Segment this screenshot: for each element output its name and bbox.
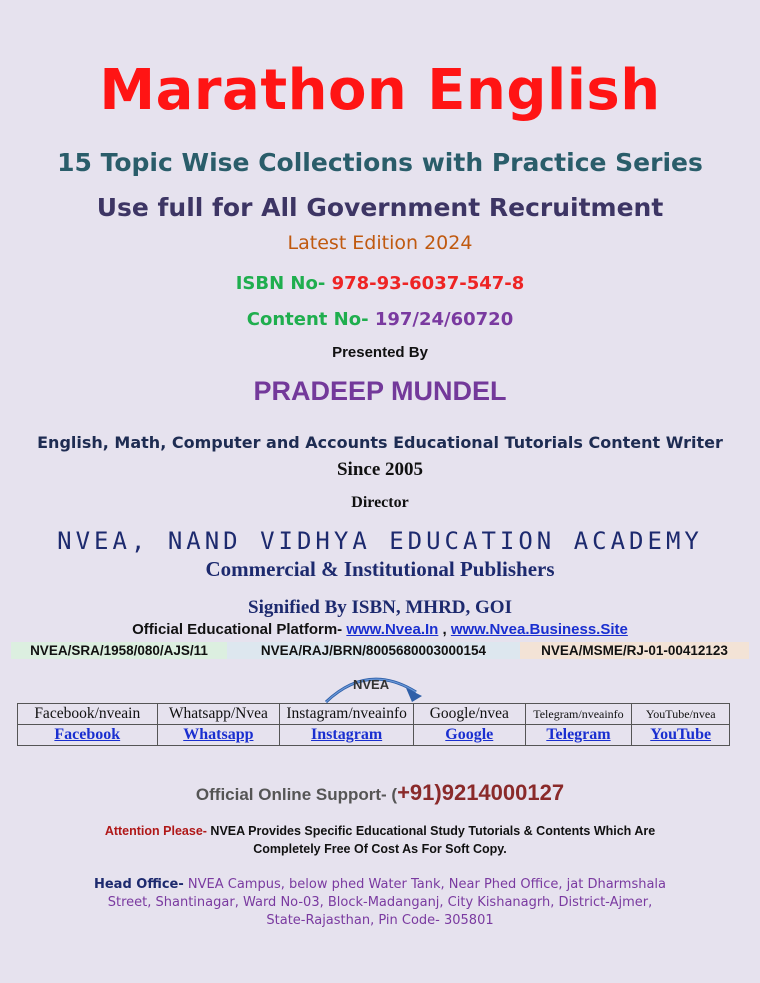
social-handles-row — [18, 704, 730, 725]
isbn-label: ISBN No- — [235, 273, 326, 294]
telegram-handle: Telegram/nveainfo — [525, 704, 632, 725]
registration-brn: NVEA/RAJ/BRN/8005680003000154 — [227, 642, 520, 659]
book-title: Marathon English — [99, 58, 661, 123]
content-number-value: 197/24/60720 — [374, 309, 514, 330]
instagram-handle: Instagram/nveainfo — [280, 704, 414, 725]
subtitle-recruitment: Use full for All Government Recruitment — [96, 193, 664, 222]
presented-by: Presented By — [332, 344, 428, 361]
author-name: PRADEEP MUNDEL — [253, 376, 507, 406]
author-role: English, Math, Computer and Accounts Educational Tutorials Content Writer — [37, 433, 723, 452]
whatsapp-link[interactable]: Whatsapp — [183, 726, 254, 743]
online-support — [0, 780, 760, 806]
head-office-line-2: Street, Shantinagar, Ward No-03, Block-Madanganj, City Kishanagrh, District-Ajmer, — [107, 895, 653, 910]
academy-name: NVEA, NAND VIDHYA EDUCATION ACADEMY — [57, 527, 703, 555]
registration-sra: NVEA/SRA/1958/080/AJS/11 — [11, 642, 227, 659]
facebook-link[interactable]: Facebook — [54, 726, 121, 743]
head-office-line-1: NVEA Campus, below phed Water Tank, Near Phed Office, jat Dharmshala — [187, 877, 666, 892]
registration-bar — [11, 642, 749, 659]
nvea-arrow-label: NVEA — [353, 677, 390, 692]
facebook-handle: Facebook/nveain — [18, 704, 158, 725]
youtube-link[interactable]: YouTube — [650, 726, 712, 743]
attention-label: Attention Please- — [104, 824, 207, 838]
platform-label: Official Educational Platform- — [132, 621, 343, 638]
youtube-handle: YouTube/nvea — [632, 704, 730, 725]
head-office-label: Head Office- — [93, 877, 184, 892]
support-label: Official Online Support- ( — [195, 785, 398, 804]
since-year: Since 2005 — [336, 459, 424, 480]
isbn-line — [0, 273, 760, 294]
content-number-line — [0, 309, 760, 330]
support-phone: +91)9214000127 — [397, 780, 565, 805]
subtitle-collections: 15 Topic Wise Collections with Practice Series — [57, 148, 703, 177]
google-handle: Google/nvea — [414, 704, 526, 725]
nvea-business-site-link[interactable]: www.Nvea.Business.Site — [450, 621, 628, 638]
attention-line-1: NVEA Provides Specific Educational Study Tutorials & Contents Which Are — [210, 824, 656, 838]
instagram-link[interactable]: Instagram — [311, 726, 383, 743]
telegram-link[interactable]: Telegram — [546, 726, 611, 743]
registration-msme: NVEA/MSME/RJ-01-00412123 — [520, 642, 749, 659]
google-link[interactable]: Google — [445, 726, 494, 743]
head-office-line-3: State-Rajasthan, Pin Code- 305801 — [266, 913, 494, 928]
isbn-value: 978-93-6037-547-8 — [331, 273, 525, 294]
official-platform — [0, 621, 760, 638]
attention-notice — [0, 822, 760, 858]
social-links-table — [17, 703, 730, 746]
edition-label: Latest Edition 2024 — [287, 232, 473, 254]
nvea-website-link[interactable]: www.Nvea.In — [346, 621, 439, 638]
publishers-label: Commercial & Institutional Publishers — [205, 557, 555, 581]
head-office-address — [0, 876, 760, 930]
content-number-label: Content No- — [246, 309, 369, 330]
director-label: Director — [351, 494, 409, 511]
attention-line-2: Completely Free Of Cost As For Soft Copy. — [253, 842, 507, 856]
platform-separator: , — [442, 621, 447, 638]
whatsapp-handle: Whatsapp/Nvea — [157, 704, 280, 725]
signified-by: Signified By ISBN, MHRD, GOI — [248, 597, 512, 618]
social-links-row — [18, 725, 730, 746]
